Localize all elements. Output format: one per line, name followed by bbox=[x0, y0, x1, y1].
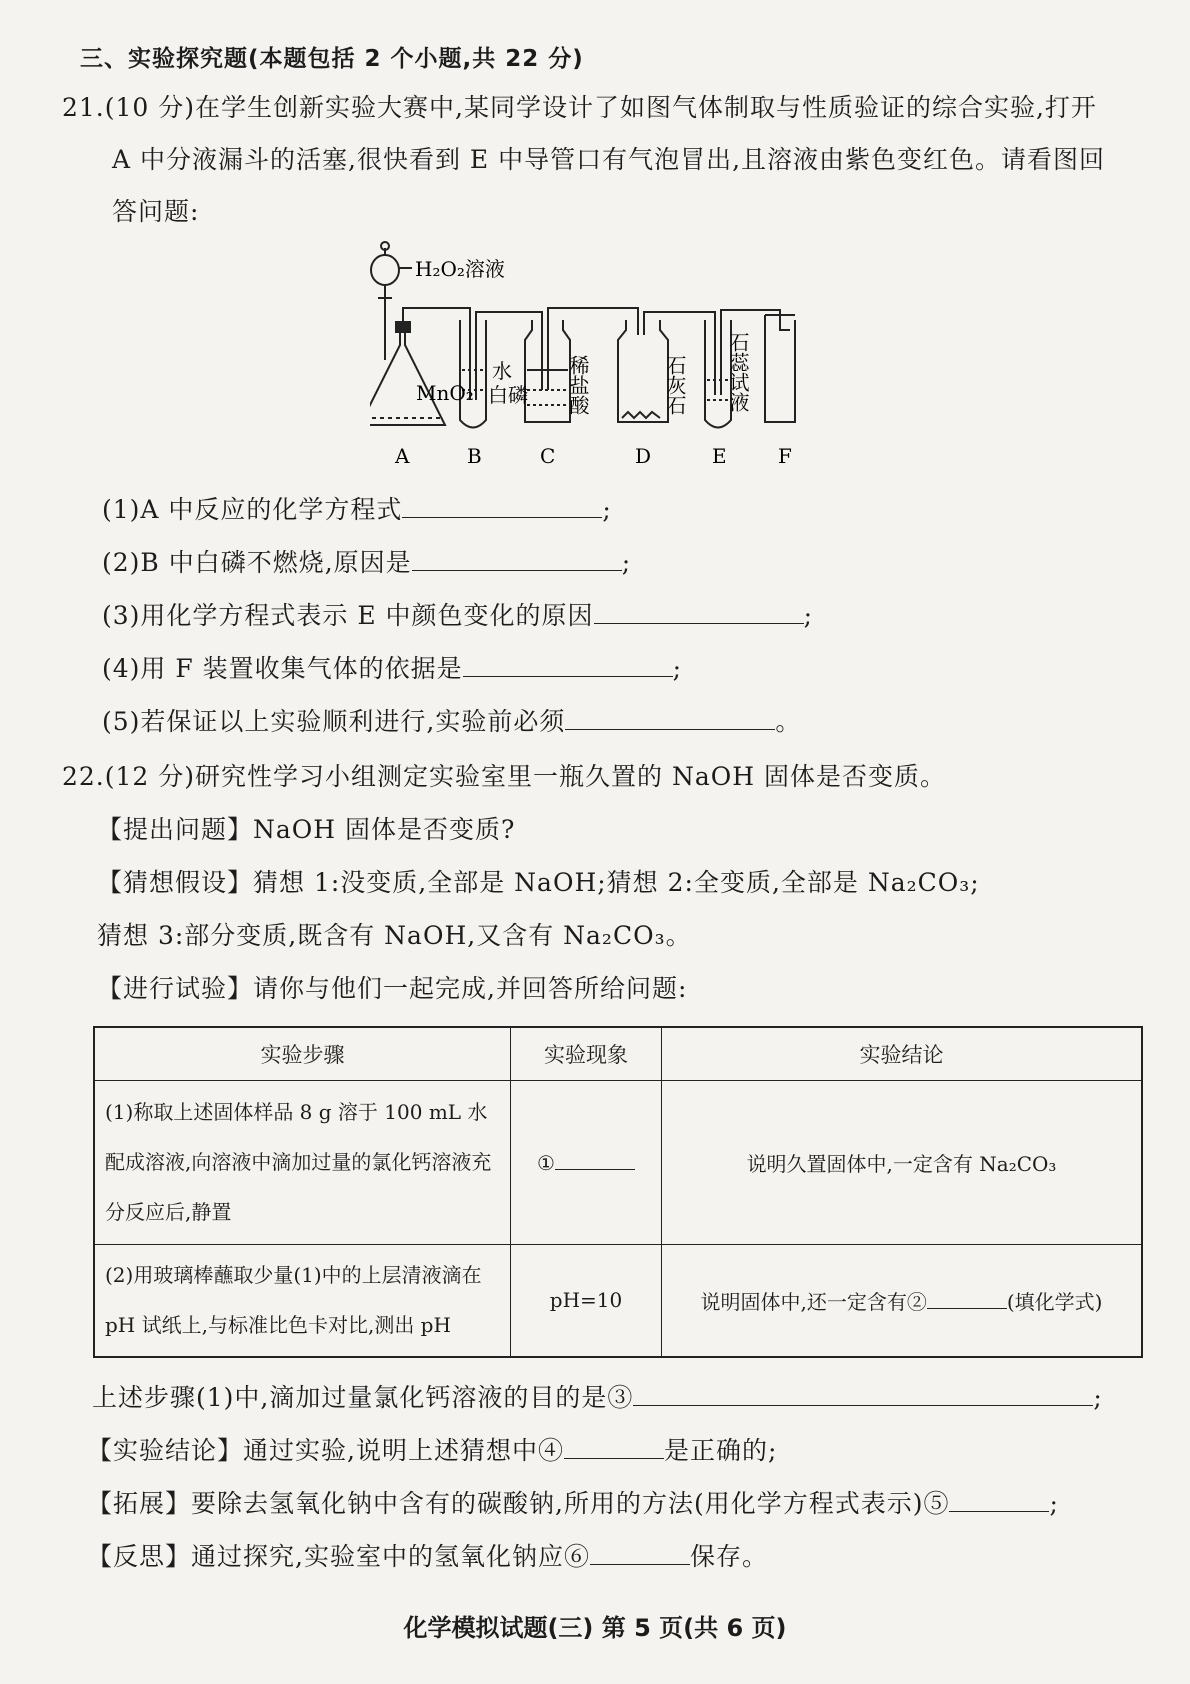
q22-purpose-text: 上述步骤(1)中,滴加过量氯化钙溶液的目的是③ bbox=[92, 1383, 634, 1412]
q21-part-2-text: (2)B 中白磷不燃烧,原因是 bbox=[102, 548, 412, 577]
q22-question: 【提出问题】NaOH 固体是否变质? bbox=[97, 815, 516, 844]
tube-b bbox=[460, 320, 486, 428]
mno2-label: MnO₂ bbox=[416, 381, 474, 405]
header-conclusion: 实验结论 bbox=[662, 1027, 1143, 1081]
answer-blank-3[interactable] bbox=[594, 598, 804, 624]
q22-purpose bbox=[92, 1378, 1103, 1414]
answer-blank-circle-3[interactable] bbox=[633, 1380, 1093, 1406]
answer-blank-4[interactable] bbox=[463, 651, 673, 677]
answer-blank-5[interactable] bbox=[565, 704, 775, 730]
q22-conclusion-b: 是正确的; bbox=[663, 1436, 778, 1465]
row1-phenomenon bbox=[511, 1081, 662, 1245]
letter-b: B bbox=[467, 444, 482, 468]
answer-blank-circle-2[interactable] bbox=[927, 1288, 1007, 1309]
acid-label: 稀盐酸 bbox=[566, 355, 590, 415]
row1-conclusion: 说明久置固体中,一定含有 Na₂CO₃ bbox=[662, 1081, 1143, 1245]
q22-hypothesis-2: 猜想 3:部分变质,既含有 NaOH,又含有 Na₂CO₃。 bbox=[97, 921, 692, 950]
q21-intro-line-1: 21.(10 分)在学生创新实验大赛中,某同学设计了如图气体制取与性质验证的综合实验,打开 bbox=[62, 93, 1097, 122]
section-title: 三、实验探究题(本题包括 2 个小题,共 22 分) bbox=[80, 46, 584, 72]
page-footer: 化学模拟试题(三) 第 5 页(共 6 页) bbox=[403, 1614, 787, 1642]
row1-phenomenon-label: ① bbox=[537, 1151, 555, 1176]
row1-step: (1)称取上述固体样品 8 g 溶于 100 mL 水配成溶液,向溶液中滴加过量的氯化钙溶液充分反应后,静置 bbox=[94, 1081, 511, 1245]
q22-reflection-b: 保存。 bbox=[689, 1542, 768, 1571]
q22-reflection-a: 【反思】通过探究,实验室中的氢氧化钠应⑥ bbox=[87, 1542, 590, 1571]
q21-part-5-text: (5)若保证以上实验顺利进行,实验前必须 bbox=[102, 707, 566, 736]
answer-blank-1[interactable] bbox=[402, 492, 602, 518]
q21-part-3-end: ; bbox=[803, 601, 813, 630]
q21-part-1-text: (1)A 中反应的化学方程式 bbox=[102, 495, 403, 524]
water-label: 水 bbox=[492, 359, 512, 383]
q21-part-3 bbox=[102, 596, 813, 632]
header-step: 实验步骤 bbox=[94, 1027, 511, 1081]
apparatus-figure bbox=[370, 240, 870, 470]
q21-intro-line-2: A 中分液漏斗的活塞,很快看到 E 中导管口有气泡冒出,且溶液由紫色变红色。请看图回 bbox=[112, 145, 1106, 174]
row2-phenomenon: pH=10 bbox=[511, 1244, 662, 1357]
q22-conclusion bbox=[87, 1431, 777, 1467]
separatory-funnel bbox=[371, 255, 399, 285]
answer-blank-2[interactable] bbox=[412, 545, 622, 571]
q21-part-3-text: (3)用化学方程式表示 E 中颜色变化的原因 bbox=[102, 601, 594, 630]
table-header-row bbox=[94, 1027, 1142, 1081]
letter-d: D bbox=[635, 444, 652, 468]
q22-extension bbox=[87, 1484, 1059, 1520]
row2-conclusion-a: 说明固体中,还一定含有② bbox=[700, 1289, 927, 1314]
q21-part-5-end: 。 bbox=[775, 707, 802, 736]
letter-e: E bbox=[712, 444, 727, 468]
q22-extension-text: 【拓展】要除去氢氧化钠中含有的碳酸钠,所用的方法(用化学方程式表示)⑤ bbox=[87, 1489, 950, 1518]
q22-intro: 22.(12 分)研究性学习小组测定实验室里一瓶久置的 NaOH 固体是否变质。 bbox=[62, 762, 946, 791]
answer-blank-circle-6[interactable] bbox=[590, 1539, 690, 1565]
row2-step: (2)用玻璃棒蘸取少量(1)中的上层清液滴在 pH 试纸上,与标准比色卡对比,测出 pH bbox=[94, 1244, 511, 1357]
q22-experiment: 【进行试验】请你与他们一起完成,并回答所给问题: bbox=[97, 974, 688, 1003]
bottle-f bbox=[765, 315, 795, 422]
q21-part-2 bbox=[102, 543, 631, 579]
q22-conclusion-a: 【实验结论】通过实验,说明上述猜想中④ bbox=[87, 1436, 564, 1465]
q21-part-2-end: ; bbox=[621, 548, 632, 577]
letter-c: C bbox=[540, 444, 556, 468]
q21-part-5 bbox=[102, 702, 801, 738]
q21-intro-line-3: 答问题: bbox=[112, 197, 200, 226]
q22-reflection bbox=[87, 1537, 768, 1573]
table-row bbox=[94, 1081, 1142, 1245]
q21-part-4-end: ; bbox=[672, 654, 683, 683]
q22-extension-end: ; bbox=[1049, 1489, 1059, 1518]
bottle-d bbox=[618, 320, 668, 422]
funnel-label: H₂O₂溶液 bbox=[415, 257, 505, 281]
q22-purpose-end: ; bbox=[1093, 1383, 1103, 1412]
answer-blank-circle-5[interactable] bbox=[949, 1486, 1049, 1512]
answer-blank-circle-1[interactable] bbox=[555, 1149, 635, 1170]
limestone-label: 石灰石 bbox=[663, 355, 687, 415]
letter-a: A bbox=[395, 444, 410, 468]
q21-part-4 bbox=[102, 649, 682, 685]
q21-part-1 bbox=[102, 490, 612, 526]
letter-f: F bbox=[778, 444, 792, 468]
q21-part-4-text: (4)用 F 装置收集气体的依据是 bbox=[102, 654, 463, 683]
row2-conclusion bbox=[662, 1244, 1143, 1357]
phosphorus-label: 白磷 bbox=[488, 383, 528, 407]
answer-blank-circle-4[interactable] bbox=[564, 1433, 664, 1459]
q21-part-1-end: ; bbox=[602, 495, 612, 524]
q22-hypothesis-1: 【猜想假设】猜想 1:没变质,全部是 NaOH;猜想 2:全变质,全部是 Na₂CO₃; bbox=[97, 868, 980, 897]
table-row bbox=[94, 1244, 1142, 1357]
litmus-label: 石蕊试液 bbox=[726, 332, 750, 412]
row2-conclusion-b: (填化学式) bbox=[1006, 1289, 1103, 1314]
experiment-table bbox=[93, 1026, 1143, 1358]
flask-a bbox=[370, 328, 445, 425]
header-phenomenon: 实验现象 bbox=[511, 1027, 662, 1081]
